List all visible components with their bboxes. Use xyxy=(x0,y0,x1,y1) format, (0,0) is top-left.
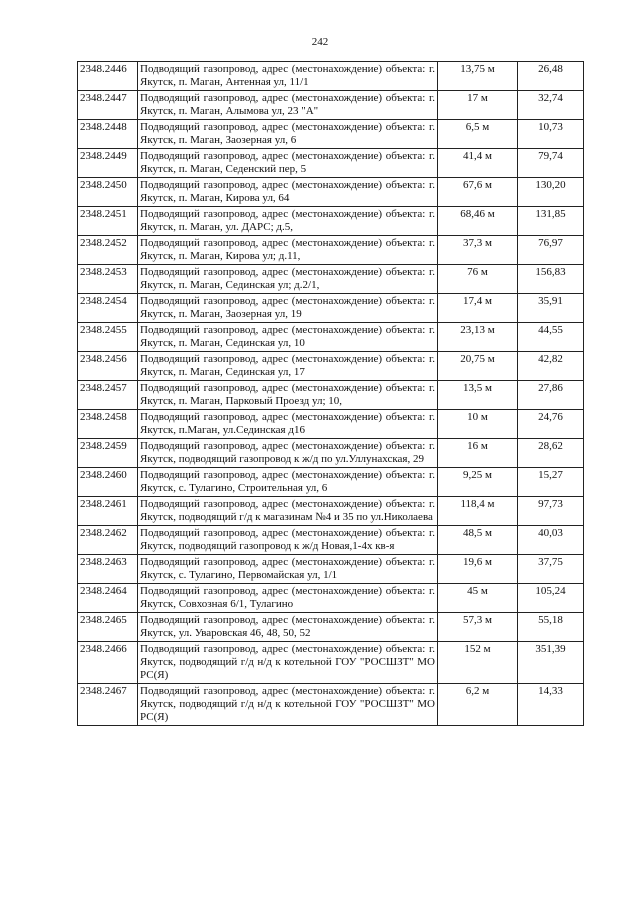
row-length: 6,2 м xyxy=(438,684,518,726)
row-length: 57,3 м xyxy=(438,613,518,642)
table-row xyxy=(78,323,584,352)
table-row xyxy=(78,613,584,642)
table-row xyxy=(78,497,584,526)
row-cost: 131,85 xyxy=(518,207,584,236)
row-length: 20,75 м xyxy=(438,352,518,381)
row-code: 2348.2463 xyxy=(78,555,138,584)
row-description: Подводящий газопровод, адрес (местонахождение) объекта: г. Якутск, ул. Уваровская 46, 48, 50, 52 xyxy=(138,613,438,642)
row-description: Подводящий газопровод, адрес (местонахождение) объекта: г. Якутск, подводящий г/д н/д к котельной ГОУ "РОСШЗТ" МО РС(Я) xyxy=(138,684,438,726)
row-description: Подводящий газопровод, адрес (местонахождение) объекта: г. Якутск, п. Маган, Антенная ул, 11/1 xyxy=(138,62,438,91)
row-description: Подводящий газопровод, адрес (местонахождение) объекта: г. Якутск, Совхозная 6/1, Тулагино xyxy=(138,584,438,613)
row-code: 2348.2462 xyxy=(78,526,138,555)
row-cost: 37,75 xyxy=(518,555,584,584)
table-row xyxy=(78,178,584,207)
row-cost: 32,74 xyxy=(518,91,584,120)
row-description: Подводящий газопровод, адрес (местонахождение) объекта: г. Якутск, с. Тулагино, Первомайская ул, 1/1 xyxy=(138,555,438,584)
row-description: Подводящий газопровод, адрес (местонахождение) объекта: г. Якутск, подводящий г/д к магазинам №4 и 35 по ул.Николаева xyxy=(138,497,438,526)
table-row xyxy=(78,91,584,120)
row-description: Подводящий газопровод, адрес (местонахождение) объекта: г. Якутск, п. Маган, Заозерная ул, 19 xyxy=(138,294,438,323)
row-code: 2348.2466 xyxy=(78,642,138,684)
row-length: 17 м xyxy=(438,91,518,120)
table-row xyxy=(78,236,584,265)
row-length: 67,6 м xyxy=(438,178,518,207)
row-length: 68,46 м xyxy=(438,207,518,236)
row-description: Подводящий газопровод, адрес (местонахождение) объекта: г. Якутск, п. Маган, Сединская ул, 17 xyxy=(138,352,438,381)
row-description: Подводящий газопровод, адрес (местонахождение) объекта: г. Якутск, п. Маган, Заозерная ул, 6 xyxy=(138,120,438,149)
table-row xyxy=(78,439,584,468)
table-row xyxy=(78,265,584,294)
page-number: 242 xyxy=(311,36,329,48)
row-cost: 156,83 xyxy=(518,265,584,294)
row-cost: 28,62 xyxy=(518,439,584,468)
row-code: 2348.2461 xyxy=(78,497,138,526)
registry-table xyxy=(77,61,584,726)
row-code: 2348.2465 xyxy=(78,613,138,642)
row-length: 37,3 м xyxy=(438,236,518,265)
row-description: Подводящий газопровод, адрес (местонахождение) объекта: г. Якутск, подводящий г/д н/д к котельной ГОУ "РОСШЗТ" МО РС(Я) xyxy=(138,642,438,684)
row-length: 10 м xyxy=(438,410,518,439)
row-cost: 14,33 xyxy=(518,684,584,726)
row-description: Подводящий газопровод, адрес (местонахождение) объекта: г. Якутск, п. Маган, Кирова ул; д.11, xyxy=(138,236,438,265)
row-code: 2348.2451 xyxy=(78,207,138,236)
row-cost: 35,91 xyxy=(518,294,584,323)
row-length: 152 м xyxy=(438,642,518,684)
row-cost: 44,55 xyxy=(518,323,584,352)
row-cost: 10,73 xyxy=(518,120,584,149)
row-length: 118,4 м xyxy=(438,497,518,526)
row-length: 76 м xyxy=(438,265,518,294)
row-cost: 79,74 xyxy=(518,149,584,178)
row-cost: 27,86 xyxy=(518,381,584,410)
row-length: 19,6 м xyxy=(438,555,518,584)
table-row xyxy=(78,149,584,178)
row-code: 2348.2456 xyxy=(78,352,138,381)
row-code: 2348.2452 xyxy=(78,236,138,265)
row-description: Подводящий газопровод, адрес (местонахождение) объекта: г. Якутск, п. Маган, Кирова ул, 64 xyxy=(138,178,438,207)
row-code: 2348.2446 xyxy=(78,62,138,91)
row-length: 6,5 м xyxy=(438,120,518,149)
row-cost: 15,27 xyxy=(518,468,584,497)
row-code: 2348.2454 xyxy=(78,294,138,323)
row-cost: 97,73 xyxy=(518,497,584,526)
row-cost: 42,82 xyxy=(518,352,584,381)
table-row xyxy=(78,410,584,439)
row-description: Подводящий газопровод, адрес (местонахождение) объекта: г. Якутск, с. Тулагино, Строительная ул, 6 xyxy=(138,468,438,497)
row-cost: 55,18 xyxy=(518,613,584,642)
row-code: 2348.2447 xyxy=(78,91,138,120)
row-description: Подводящий газопровод, адрес (местонахождение) объекта: г. Якутск, подводящий газопровод к ж/д Новая,1-4х кв-я xyxy=(138,526,438,555)
table-row xyxy=(78,555,584,584)
row-description: Подводящий газопровод, адрес (местонахождение) объекта: г. Якутск, п. Маган, Парковый Проезд ул; 10, xyxy=(138,381,438,410)
row-length: 16 м xyxy=(438,439,518,468)
table-row xyxy=(78,642,584,684)
row-code: 2348.2455 xyxy=(78,323,138,352)
row-code: 2348.2459 xyxy=(78,439,138,468)
table-row xyxy=(78,526,584,555)
table-row xyxy=(78,381,584,410)
row-cost: 130,20 xyxy=(518,178,584,207)
row-cost: 40,03 xyxy=(518,526,584,555)
row-length: 17,4 м xyxy=(438,294,518,323)
row-description: Подводящий газопровод, адрес (местонахождение) объекта: г. Якутск, п. Маган, Сединская ул, 10 xyxy=(138,323,438,352)
row-description: Подводящий газопровод, адрес (местонахождение) объекта: г. Якутск, п.Маган, ул.Сединская д16 xyxy=(138,410,438,439)
row-code: 2348.2457 xyxy=(78,381,138,410)
row-code: 2348.2448 xyxy=(78,120,138,149)
row-cost: 26,48 xyxy=(518,62,584,91)
table-row xyxy=(78,584,584,613)
row-description: Подводящий газопровод, адрес (местонахождение) объекта: г. Якутск, подводящий газопровод к ж/д по ул.Уллунахская, 29 xyxy=(138,439,438,468)
table-row xyxy=(78,468,584,497)
table-row xyxy=(78,684,584,726)
row-length: 41,4 м xyxy=(438,149,518,178)
row-length: 23,13 м xyxy=(438,323,518,352)
row-code: 2348.2453 xyxy=(78,265,138,294)
table-row xyxy=(78,294,584,323)
row-length: 13,5 м xyxy=(438,381,518,410)
row-code: 2348.2449 xyxy=(78,149,138,178)
row-cost: 76,97 xyxy=(518,236,584,265)
registry-table-body xyxy=(78,62,584,726)
row-code: 2348.2460 xyxy=(78,468,138,497)
row-description: Подводящий газопровод, адрес (местонахождение) объекта: г. Якутск, п. Маган, Седенский пер, 5 xyxy=(138,149,438,178)
row-code: 2348.2464 xyxy=(78,584,138,613)
row-cost: 105,24 xyxy=(518,584,584,613)
row-code: 2348.2450 xyxy=(78,178,138,207)
row-cost: 351,39 xyxy=(518,642,584,684)
row-length: 45 м xyxy=(438,584,518,613)
row-description: Подводящий газопровод, адрес (местонахождение) объекта: г. Якутск, п. Маган, Сединская ул; д.2/1, xyxy=(138,265,438,294)
row-length: 48,5 м xyxy=(438,526,518,555)
row-length: 9,25 м xyxy=(438,468,518,497)
row-code: 2348.2458 xyxy=(78,410,138,439)
row-description: Подводящий газопровод, адрес (местонахождение) объекта: г. Якутск, п. Маган, ул. ДАРС; д.5, xyxy=(138,207,438,236)
row-cost: 24,76 xyxy=(518,410,584,439)
table-row xyxy=(78,62,584,91)
table-row xyxy=(78,120,584,149)
row-description: Подводящий газопровод, адрес (местонахождение) объекта: г. Якутск, п. Маган, Алымова ул, 23 "А" xyxy=(138,91,438,120)
table-row xyxy=(78,207,584,236)
table-row xyxy=(78,352,584,381)
row-code: 2348.2467 xyxy=(78,684,138,726)
row-length: 13,75 м xyxy=(438,62,518,91)
